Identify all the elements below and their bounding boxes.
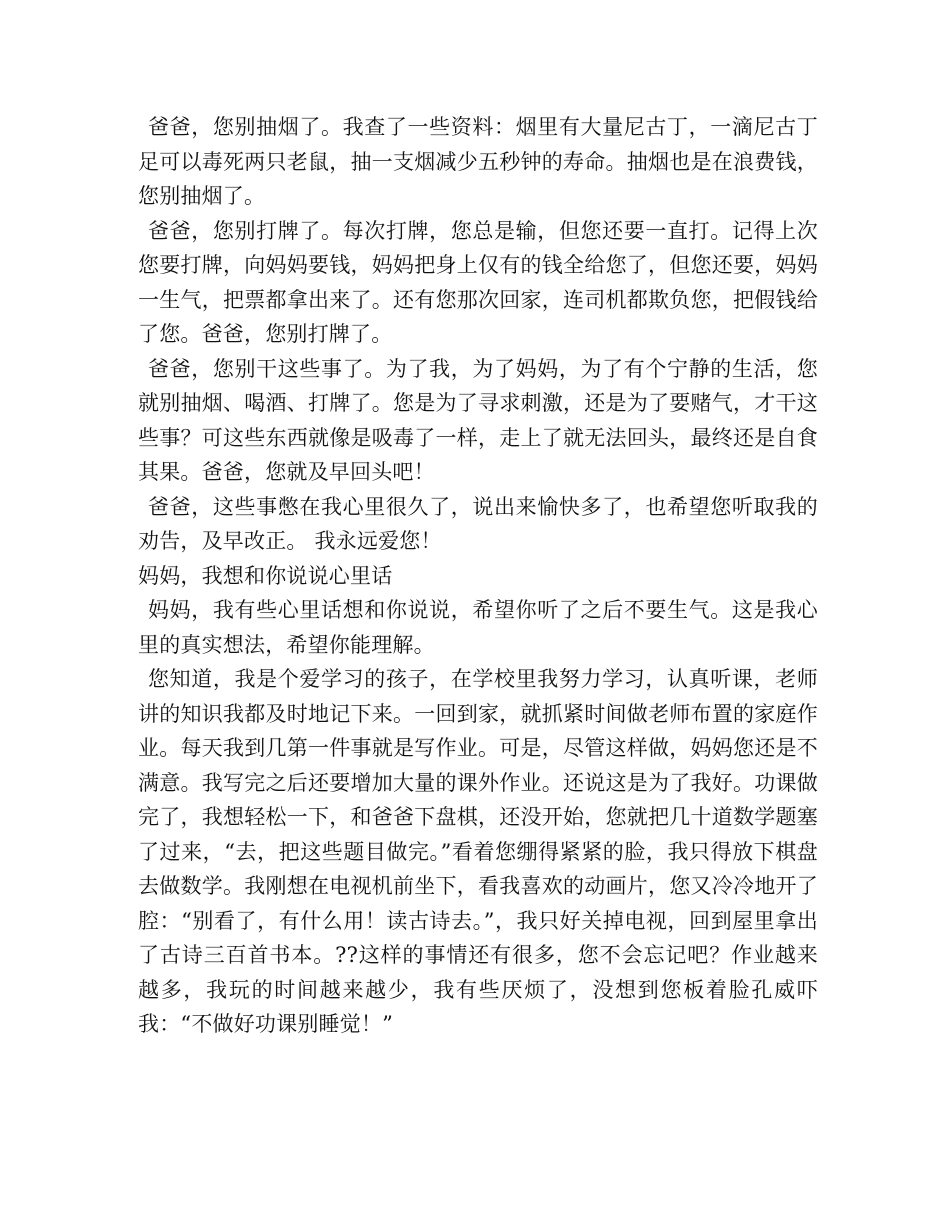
paragraph-homework: 您知道，我是个爱学习的孩子，在学校里我努力学习，认真听课，老师讲的知识我都及时地记下来。一回到家，就抓紧时间做老师布置的家庭作业。每天我到几第一件事就是写作业。可是，尽管这样做，妈妈您还是不满意。我写完之后还要增加大量的课外作业。还说这是为了我好。功课做完了，我想轻松一下，和爸爸下盘棋，还没开始，您就把几十道数学题塞了过来，“去，把这些题目做完。”看着您绷得紧紧的脸，我只得放下棋盘去做数学。我刚想在电视机前坐下，看我喜欢的动画片，您又冷冷地开了腔：“别看了，有什么用！读古诗去。”，我只好关掉电视，回到屋里拿出了古诗三百首书本。??这样的事情还有很多，您不会忘记吧？作业越来越多，我玩的时间越来越少，我有些厌烦了，没想到您板着脸孔威吓我：“不做好功课别睡觉！” [138, 667, 818, 1036]
paragraph-smoking: 爸爸，您别抽烟了。我查了一些资料：烟里有大量尼古丁，一滴尼古丁足可以毒死两只老鼠，抽一支烟减少五秒钟的寿命。抽烟也是在浪费钱，您别抽烟了。 [138, 115, 818, 208]
document-body [138, 110, 818, 1042]
paragraph-cards: 爸爸，您别打牌了。每次打牌，您总是输，但您还要一直打。记得上次您要打牌，向妈妈要钱，妈妈把身上仅有的钱全给您了，但您还要，妈妈一生气，把票都拿出来了。还有您那次回家，连司机都欺负您，把假钱给了您。爸爸，您别打牌了。 [138, 218, 818, 346]
paragraph-stop-these-things: 爸爸，您别干这些事了。为了我，为了妈妈，为了有个宁静的生活，您就别抽烟、喝酒、打牌了。您是为了寻求刺激，还是为了要赌气，才干这些事？可这些东西就像是吸毒了一样，走上了就无法回头，最终还是自食其果。爸爸，您就及早回头吧！ [138, 356, 818, 484]
paragraph-mom-intro: 妈妈，我有些心里话想和你说说，希望你听了之后不要生气。这是我心里的真实想法，希望你能理解。 [138, 598, 818, 657]
paragraph-love-you: 爸爸，这些事憋在我心里很久了，说出来愉快多了，也希望您听取我的劝告，及早改正。 我永远爱您！ [138, 494, 818, 553]
section-heading: 妈妈，我想和你说说心里话 [138, 563, 393, 588]
